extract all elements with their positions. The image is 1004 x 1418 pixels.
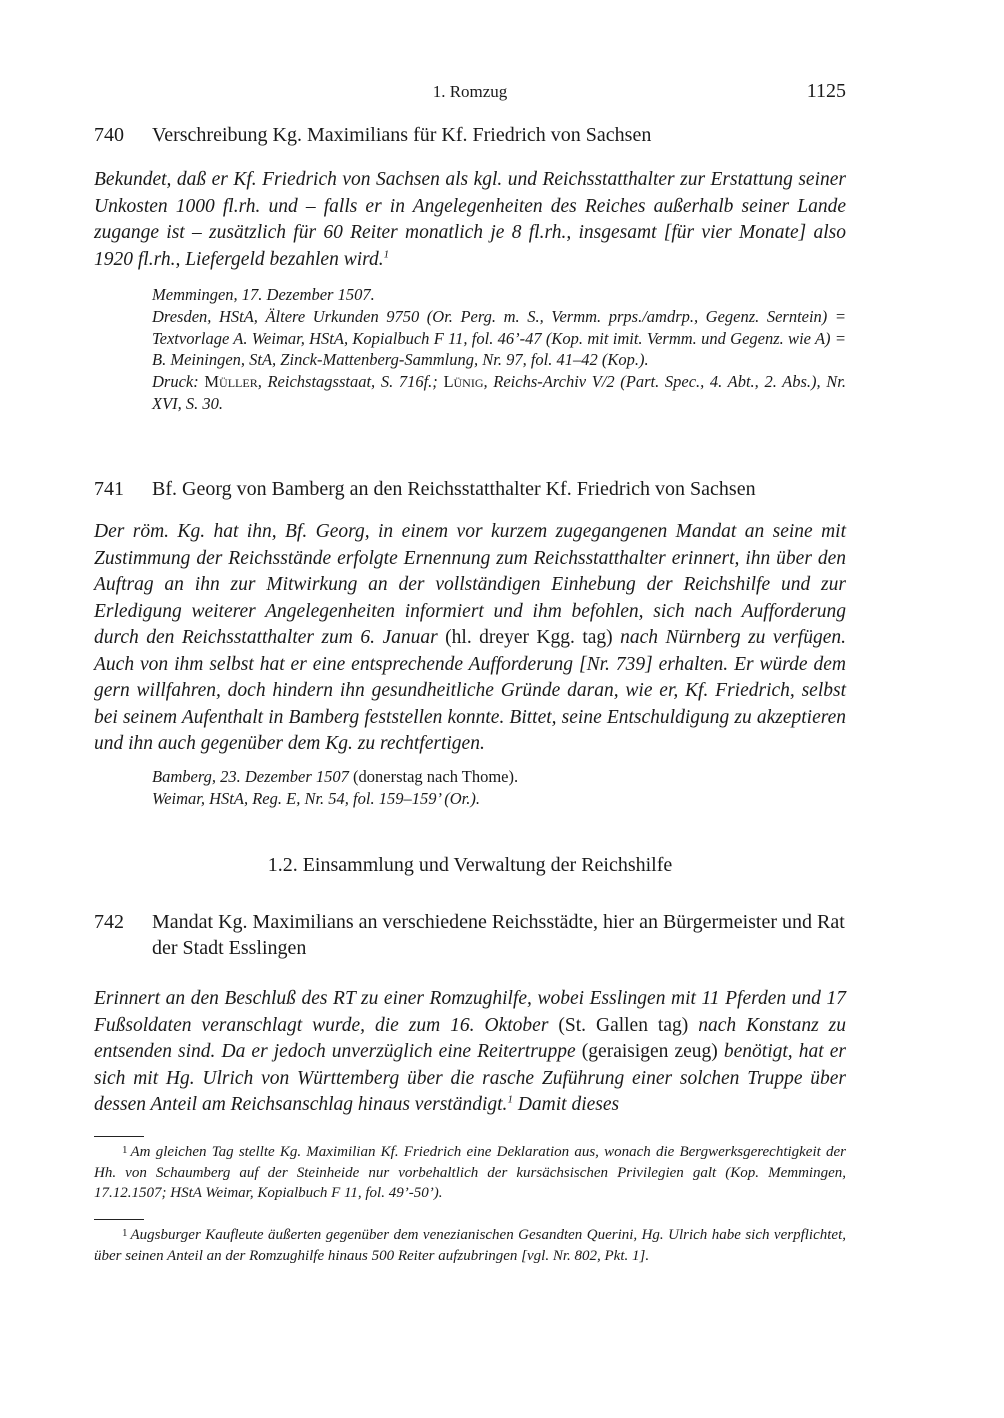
place-date: Memmingen, 17. Dezember 1507. xyxy=(152,285,375,304)
entry-742-heading xyxy=(94,909,846,961)
print-label: Druck: xyxy=(152,372,199,392)
entry-741-heading xyxy=(94,476,846,502)
footnote-mark: 1 xyxy=(122,1227,128,1239)
regest-text: nach Konstanz zu entsenden sind. Da er jedoch unverzüglich eine Reitertruppe xyxy=(94,1014,846,1062)
entry-title: Verschreibung Kg. Maximilians für Kf. Friedrich von Sachsen xyxy=(152,124,652,146)
page-number: 1125 xyxy=(806,80,846,102)
running-head xyxy=(94,82,846,106)
entry-741-regest xyxy=(94,519,846,758)
entry-title: Mandat Kg. Maximilians an verschiedene Reichsstädte, hier an Bürgermeister und Rat der Stadt Esslingen xyxy=(152,911,845,959)
place-date xyxy=(152,766,846,788)
running-head-section: 1. Romzug xyxy=(432,82,508,101)
regest-text: benötigt, hat er sich mit Hg. Ulrich von Württemberg über die rasche Zuführung einer solchen Truppe über dessen Anteil am Reichsanschlag hinaus verständigt. xyxy=(94,1041,846,1115)
print-author: Müller xyxy=(204,372,258,392)
entry-title: Bf. Georg von Bamberg an den Reichsstatthalter Kf. Friedrich von Sachsen xyxy=(152,478,756,500)
entry-number: 741 xyxy=(94,478,124,500)
archival-sources: Weimar, HStA, Reg. E, Nr. 54, fol. 159–159’ (Or.). xyxy=(152,788,481,808)
regest-quote: (geraisigen zeug) xyxy=(575,1041,724,1062)
print-author: Lünig xyxy=(443,372,484,392)
footnote-1 xyxy=(94,1140,846,1204)
regest-text: Erinnert an den Beschluß des RT zu einer Romzughilfe, wobei Esslingen mit 11 Pferden und 17 Fußsoldaten veranschlagt wurde, die zum 16. Oktober xyxy=(94,988,846,1036)
regest-quote: (St. Gallen tag) xyxy=(548,1014,699,1036)
footnote-rule xyxy=(94,1136,144,1137)
print-work: , Reichstagsstaat, S. 716f.; xyxy=(257,372,438,392)
regest-text: Bekundet, daß er Kf. Friedrich von Sachsen als kgl. und Reichsstatthalter zur Erstattung seiner Unkosten 1000 fl.rh. und – falls er in Angelegenheiten des Reiches außerhalb seiner Lande zugange ist – zusätzlich für 60 Reiter monatlich je 8 fl.rh., insgesamt [für vier Monate] also 1920 fl.rh., Liefergeld bezahlen wird. xyxy=(94,169,846,270)
entry-740-metadata xyxy=(152,284,846,415)
archival-sources: Dresden, HStA, Ältere Urkunden 9750 (Or. Perg. m. S., Vermm. prps./amdrp., Gegenz. Serntein) = Textvorlage A. Weimar, HStA, Kopialbuch F 11, fol. 46’-47 (Kop. mit imit. Vermm. und Gegenz. wie A) = B. Meiningen, StA, Zinck-Mattenberg-Sammlung, Nr. 97, fol. 41–42 (Kop.). xyxy=(152,306,846,370)
footnote-text: Am gleichen Tag stellte Kg. Maximilian Kf. Friedrich eine Deklaration aus, wonach die Bergwerksgerechtigkeit der Hh. von Schaumberg auf der Steinheide nur vorbehaltlich der kursächsischen Privilegien galt (Kop. Memmingen, 17.12.1507; HStA Weimar, Kopialbuch F 11, fol. 49’-50’). xyxy=(94,1144,846,1201)
footnote-reference[interactable]: 1 xyxy=(507,1093,513,1106)
footnote-2 xyxy=(94,1223,846,1266)
footnote-mark: 1 xyxy=(122,1144,128,1156)
entry-740-regest xyxy=(94,167,846,273)
entry-number: 740 xyxy=(94,124,124,146)
footnote-rule xyxy=(94,1219,144,1220)
place-date-quote: (donerstag nach Thome). xyxy=(348,767,519,786)
footnote-reference[interactable]: 1 xyxy=(383,248,390,260)
regest-text: nach Nürnberg zu verfügen. Auch von ihm selbst hat er eine entsprechende Aufforderung [Nr. 739] erhalten. Er würde dem gern willfahren, doch hindern ihn gesundheitliche Gründe daran, wie er, Kf. Friedrich, selbst bei seinem Aufenthalt in Bamberg feststellen konnte. Bittet, seine Entschuldigung zu akzeptieren und ihn auch gegenüber dem Kg. zu rechtfertigen. xyxy=(94,627,846,754)
entry-742-regest xyxy=(94,986,846,1119)
footnote-text: Augsburger Kaufleute äußerten gegenüber dem venezianischen Gesandten Querini, Hg. Ulrich habe sich verpflichtet, über seinen Anteil an der Romzughilfe hinaus 500 Reiter aufzubringen [vgl. Nr. 802, Pkt. 1]. xyxy=(94,1227,846,1264)
regest-text: Damit dieses xyxy=(512,1094,620,1115)
regest-text: Der röm. Kg. hat ihn, Bf. Georg, in einem vor kurzem zugegangenen Mandat an seine mit Zustimmung der Reichsstände erfolgte Ernennung zum Reichsstatthalter erinnert, ihn über den Auftrag an ihn zur Mitwirkung an der vollständigen Einhebung der Reichshilfe und zur Erledigung weiterer Angelegenheiten informiert und ihm befohlen, sich nach Aufforderung durch den Reichsstatthalter zum 6. Januar xyxy=(94,521,846,648)
place-date-text: Bamberg, 23. Dezember 1507 xyxy=(152,767,349,786)
entry-number: 742 xyxy=(94,911,124,933)
entry-740-heading xyxy=(94,122,846,148)
print-reference xyxy=(152,371,846,415)
entry-741-metadata xyxy=(152,766,846,810)
regest-quote: (hl. dreyer Kgg. tag) xyxy=(437,627,621,648)
print-work: , Reichs-Archiv V/2 (Part. Spec., 4. Abt., 2. Abs.), Nr. XVI, S. 30. xyxy=(152,372,847,413)
subsection-heading: 1.2. Einsammlung und Verwaltung der Reichshilfe xyxy=(267,854,673,876)
